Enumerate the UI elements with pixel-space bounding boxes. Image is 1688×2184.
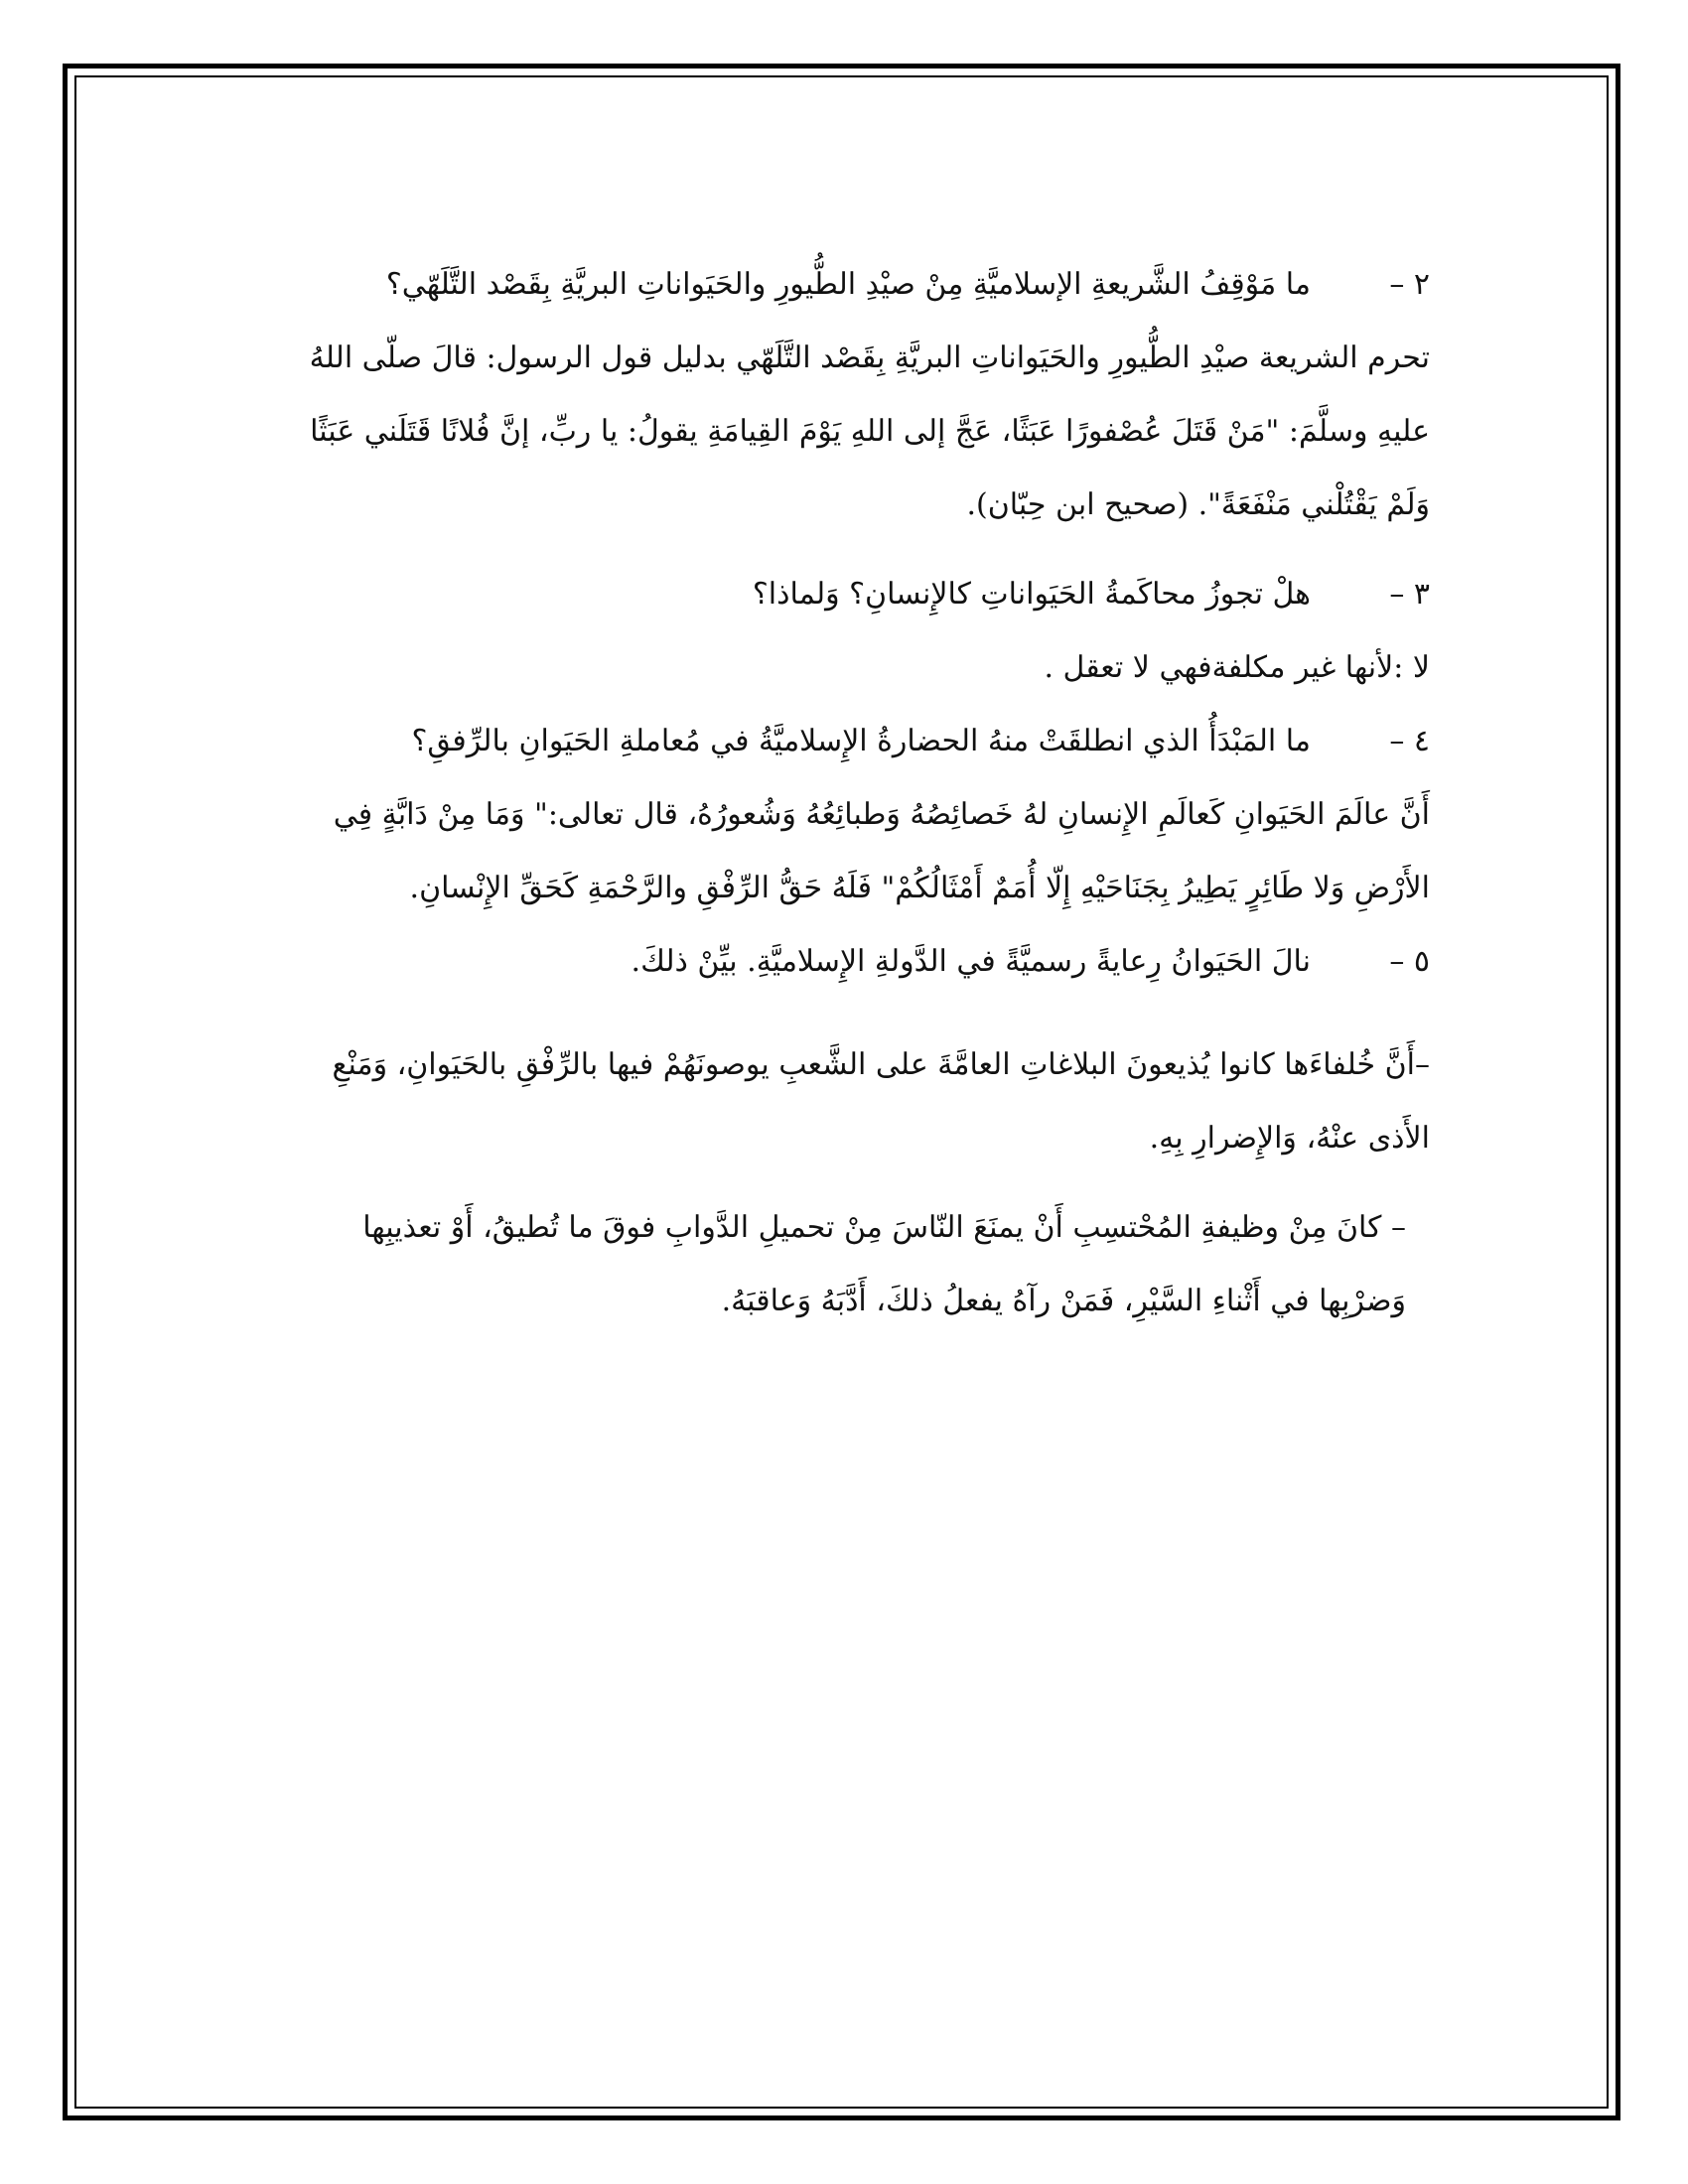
question-text: هلْ تجوزُ محاكَمةُ الحَيَواناتِ كالإِنسانِ؟ وَلماذا؟ bbox=[752, 577, 1311, 612]
question-4 bbox=[298, 705, 1430, 778]
question-2 bbox=[298, 248, 1430, 322]
question-5 bbox=[298, 925, 1430, 999]
question-number: ٤ – bbox=[1389, 724, 1430, 758]
question-number: ٥ – bbox=[1389, 944, 1430, 979]
answer-paragraph: أَنَّ عالَمَ الحَيَوانِ كَعالَمِ الإِنسانِ لهُ خَصائِصُهُ وَطبائِعُهُ وَشُعورُهُ، قال تعالى:" وَمَا مِنْ دَابَّةٍ فِي الأَرْضِ وَلا طَائِرٍ يَطِيرُ بِجَنَاحَيْهِ إِلّا أُمَمٌ أَمْثَالُكُمْ" فَلَهُ حَقُّ الرِّفْقِ والرَّحْمَةِ كَحَقِّ الإِنْسانِ. bbox=[333, 797, 1430, 905]
answer-paragraph: تحرم الشريعة صيْدِ الطُّيورِ والحَيَواناتِ البريَّةِ بِقَصْد التَّلَهّي بدليل قول الرسول: قالَ صلّى اللهُ عليهِ وسلَّمَ: "مَنْ قَتَلَ عُصْفورًا عَبَثًا، عَجَّ إلى اللهِ يَوْمَ القِيامَةِ يقولُ: يا ربِّ، إنَّ فُلانًا قَتَلَني عَبَثًا وَلَمْ يَقْتُلْني مَنْفَعَةً". (صحيح ابن حِبّان). bbox=[309, 341, 1430, 522]
question-text: ما المَبْدَأُ الذي انطلقَتْ منهُ الحضارةُ الإِسلاميَّةُ في مُعاملةِ الحَيَوانِ بالرِّفقِ؟ bbox=[411, 724, 1311, 758]
answer-paragraph: لا :لأنها غير مكلفةفهي لا تعقل . bbox=[1044, 650, 1430, 685]
question-number: ٣ – bbox=[1389, 577, 1430, 612]
question-3 bbox=[298, 558, 1430, 631]
question-text: نالَ الحَيَوانُ رِعايةً رسميَّةً في الدَّولةِ الإِسلاميَّةِ. بيِّنْ ذلكَ. bbox=[631, 944, 1311, 979]
answer-paragraph: – كانَ مِنْ وظيفةِ المُحْتسِبِ أَنْ يمنَعَ النّاسَ مِنْ تحميلِ الدَّوابِ فوقَ ما تُطيقُ، أَوْ تعذيبِها وَضرْبِها في أَثْناءِ السَّيْرِ، فَمَنْ رآهُ يفعلُ ذلكَ، أَدَّبَهُ وَعاقبَهُ. bbox=[362, 1210, 1406, 1318]
document-body bbox=[298, 248, 1430, 1338]
question-text: ما مَوْقِفُ الشَّريعةِ الإسلاميَّةِ مِنْ صيْدِ الطُّيورِ والحَيَواناتِ البريَّةِ بِقَصْد التَّلَهّي؟ bbox=[385, 267, 1311, 302]
question-number: ٢ – bbox=[1389, 267, 1430, 302]
answer-paragraph: –أَنَّ خُلفاءَها كانوا يُذيعونَ البلاغاتِ العامَّةَ على الشَّعبِ يوصونَهُمْ فيها بالرِّفْقِ بالحَيَوانِ، وَمَنْعِ الأَذى عنْهُ، وَالإِضرارِ بِهِ. bbox=[332, 1047, 1430, 1156]
